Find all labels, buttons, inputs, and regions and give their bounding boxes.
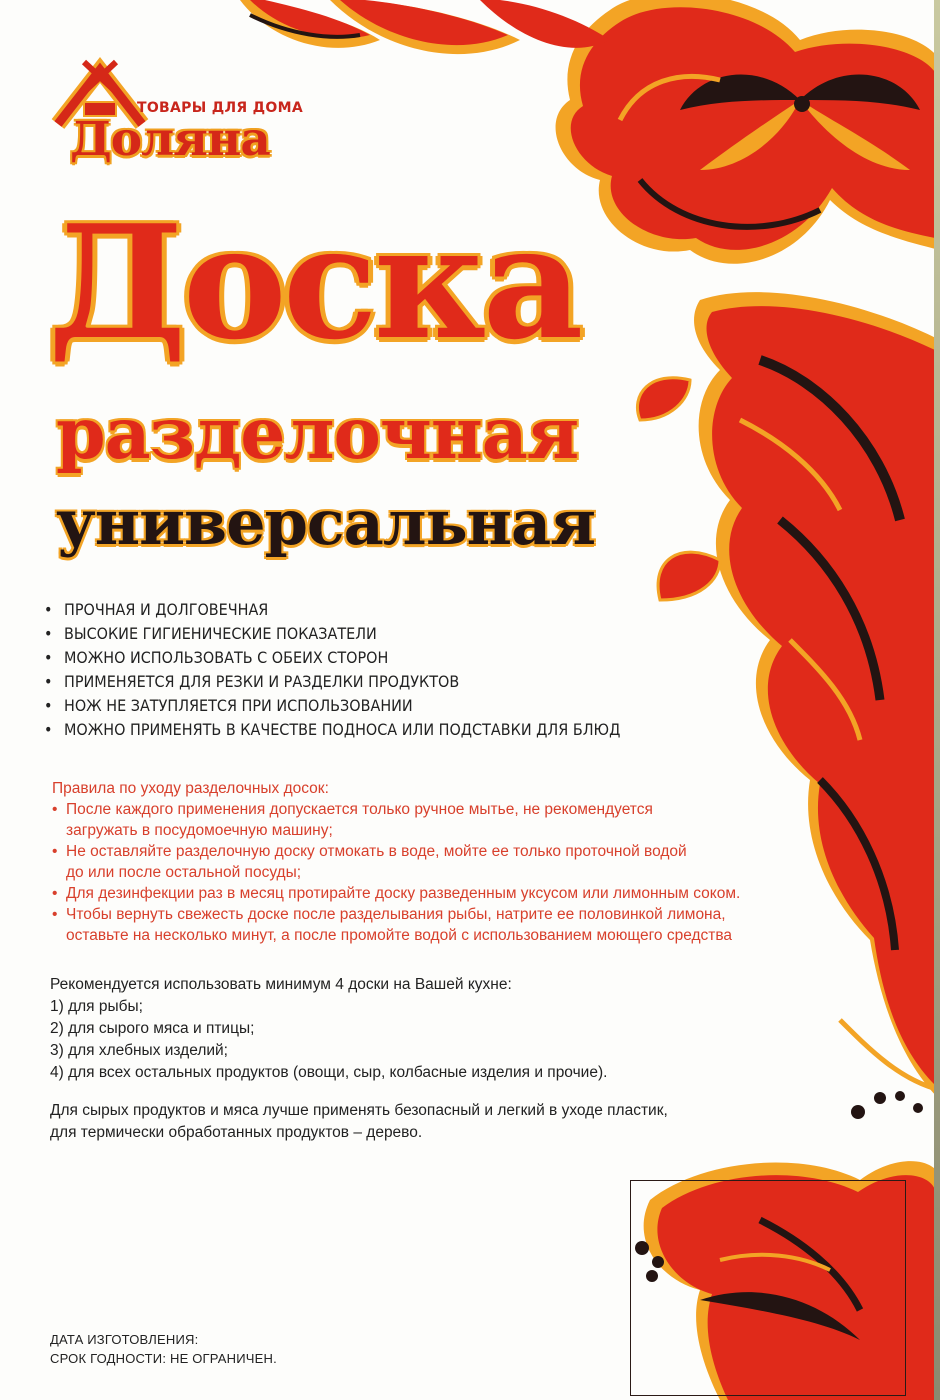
list-item: 2) для сырого мяса и птицы; <box>50 1020 255 1037</box>
bullet-icon: • <box>44 648 53 667</box>
recommendation <box>50 974 607 1084</box>
title-line-2: разделочная <box>56 391 579 475</box>
list-item: • ПРИМЕНЯЕТСЯ ДЛЯ РЕЗКИ И РАЗДЕЛКИ ПРОДУКТОВ <box>44 670 620 694</box>
manufacture-date-label: ДАТА ИЗГОТОВЛЕНИЯ: <box>50 1332 199 1347</box>
right-leaves-ornament <box>637 292 940 1119</box>
bullet-icon: • <box>52 801 58 818</box>
list-item: • Чтобы вернуть свежесть доске после разделывания рыбы, натрите ее половинкой лимона, оставьте на несколько минут, а после промойте водой с использованием моющего средства <box>52 906 733 944</box>
list-item: • МОЖНО ПРИМЕНЯТЬ В КАЧЕСТВЕ ПОДНОСА ИЛИ ПОДСТАВКИ ДЛЯ БЛЮД <box>44 718 620 742</box>
bullet-icon: • <box>52 843 58 860</box>
list-item: • ПРОЧНАЯ И ДОЛГОВЕЧНАЯ <box>44 598 620 622</box>
brand-name: Доляна <box>70 112 270 167</box>
title-line-3: универсальная <box>56 486 596 559</box>
list-item: • НОЖ НЕ ЗАТУПЛЯЕТСЯ ПРИ ИСПОЛЬЗОВАНИИ <box>44 694 620 718</box>
bullet-icon: • <box>44 600 53 619</box>
dates-block <box>50 1330 277 1368</box>
title-line-1: Доска <box>48 191 580 374</box>
list-item: • Для дезинфекции раз в месяц протирайте доску разведенным уксусом или лимонным соком. <box>52 885 741 902</box>
care-rules <box>52 778 740 946</box>
bullet-icon: • <box>44 672 53 691</box>
bullet-icon: • <box>52 906 58 923</box>
bullet-icon: • <box>44 624 53 643</box>
material-note: Для сырых продуктов и мяса лучше применять безопасный и легкий в уходе пластик, для термически обработанных продуктов – дерево. <box>50 1102 668 1141</box>
list-item: • Не оставляйте разделочную доску отмокать в воде, мойте ее только проточной водой до или после остальной посуды; <box>52 843 687 881</box>
recommendation-intro: Рекомендуется использовать минимум 4 доски на Вашей кухне: <box>50 976 512 993</box>
top-flower-ornament <box>556 0 940 264</box>
care-heading: Правила по уходу разделочных досок: <box>52 780 329 797</box>
feature-list <box>44 598 620 742</box>
top-leaves-ornament <box>240 0 610 54</box>
date-stamp-box <box>630 1180 906 1396</box>
list-item: 1) для рыбы; <box>50 998 143 1015</box>
list-item: 3) для хлебных изделий; <box>50 1042 228 1059</box>
bullet-icon: • <box>44 696 53 715</box>
list-item: • ВЫСОКИЕ ГИГИЕНИЧЕСКИЕ ПОКАЗАТЕЛИ <box>44 622 620 646</box>
list-item: • МОЖНО ИСПОЛЬЗОВАТЬ С ОБЕИХ СТОРОН <box>44 646 620 670</box>
list-item: • После каждого применения допускается только ручное мытье, не рекомендуется загружать в посудомоечную машину; <box>52 801 653 839</box>
brand-subtitle: ТОВАРЫ ДЛЯ ДОМА <box>137 100 303 116</box>
right-edge-strip <box>934 0 940 1400</box>
list-item: 4) для всех остальных продуктов (овощи, сыр, колбасные изделия и прочие). <box>50 1064 608 1081</box>
bullet-icon: • <box>52 885 58 902</box>
bullet-icon: • <box>44 720 53 739</box>
shelf-life-label: СРОК ГОДНОСТИ: НЕ ОГРАНИЧЕН. <box>50 1351 277 1366</box>
